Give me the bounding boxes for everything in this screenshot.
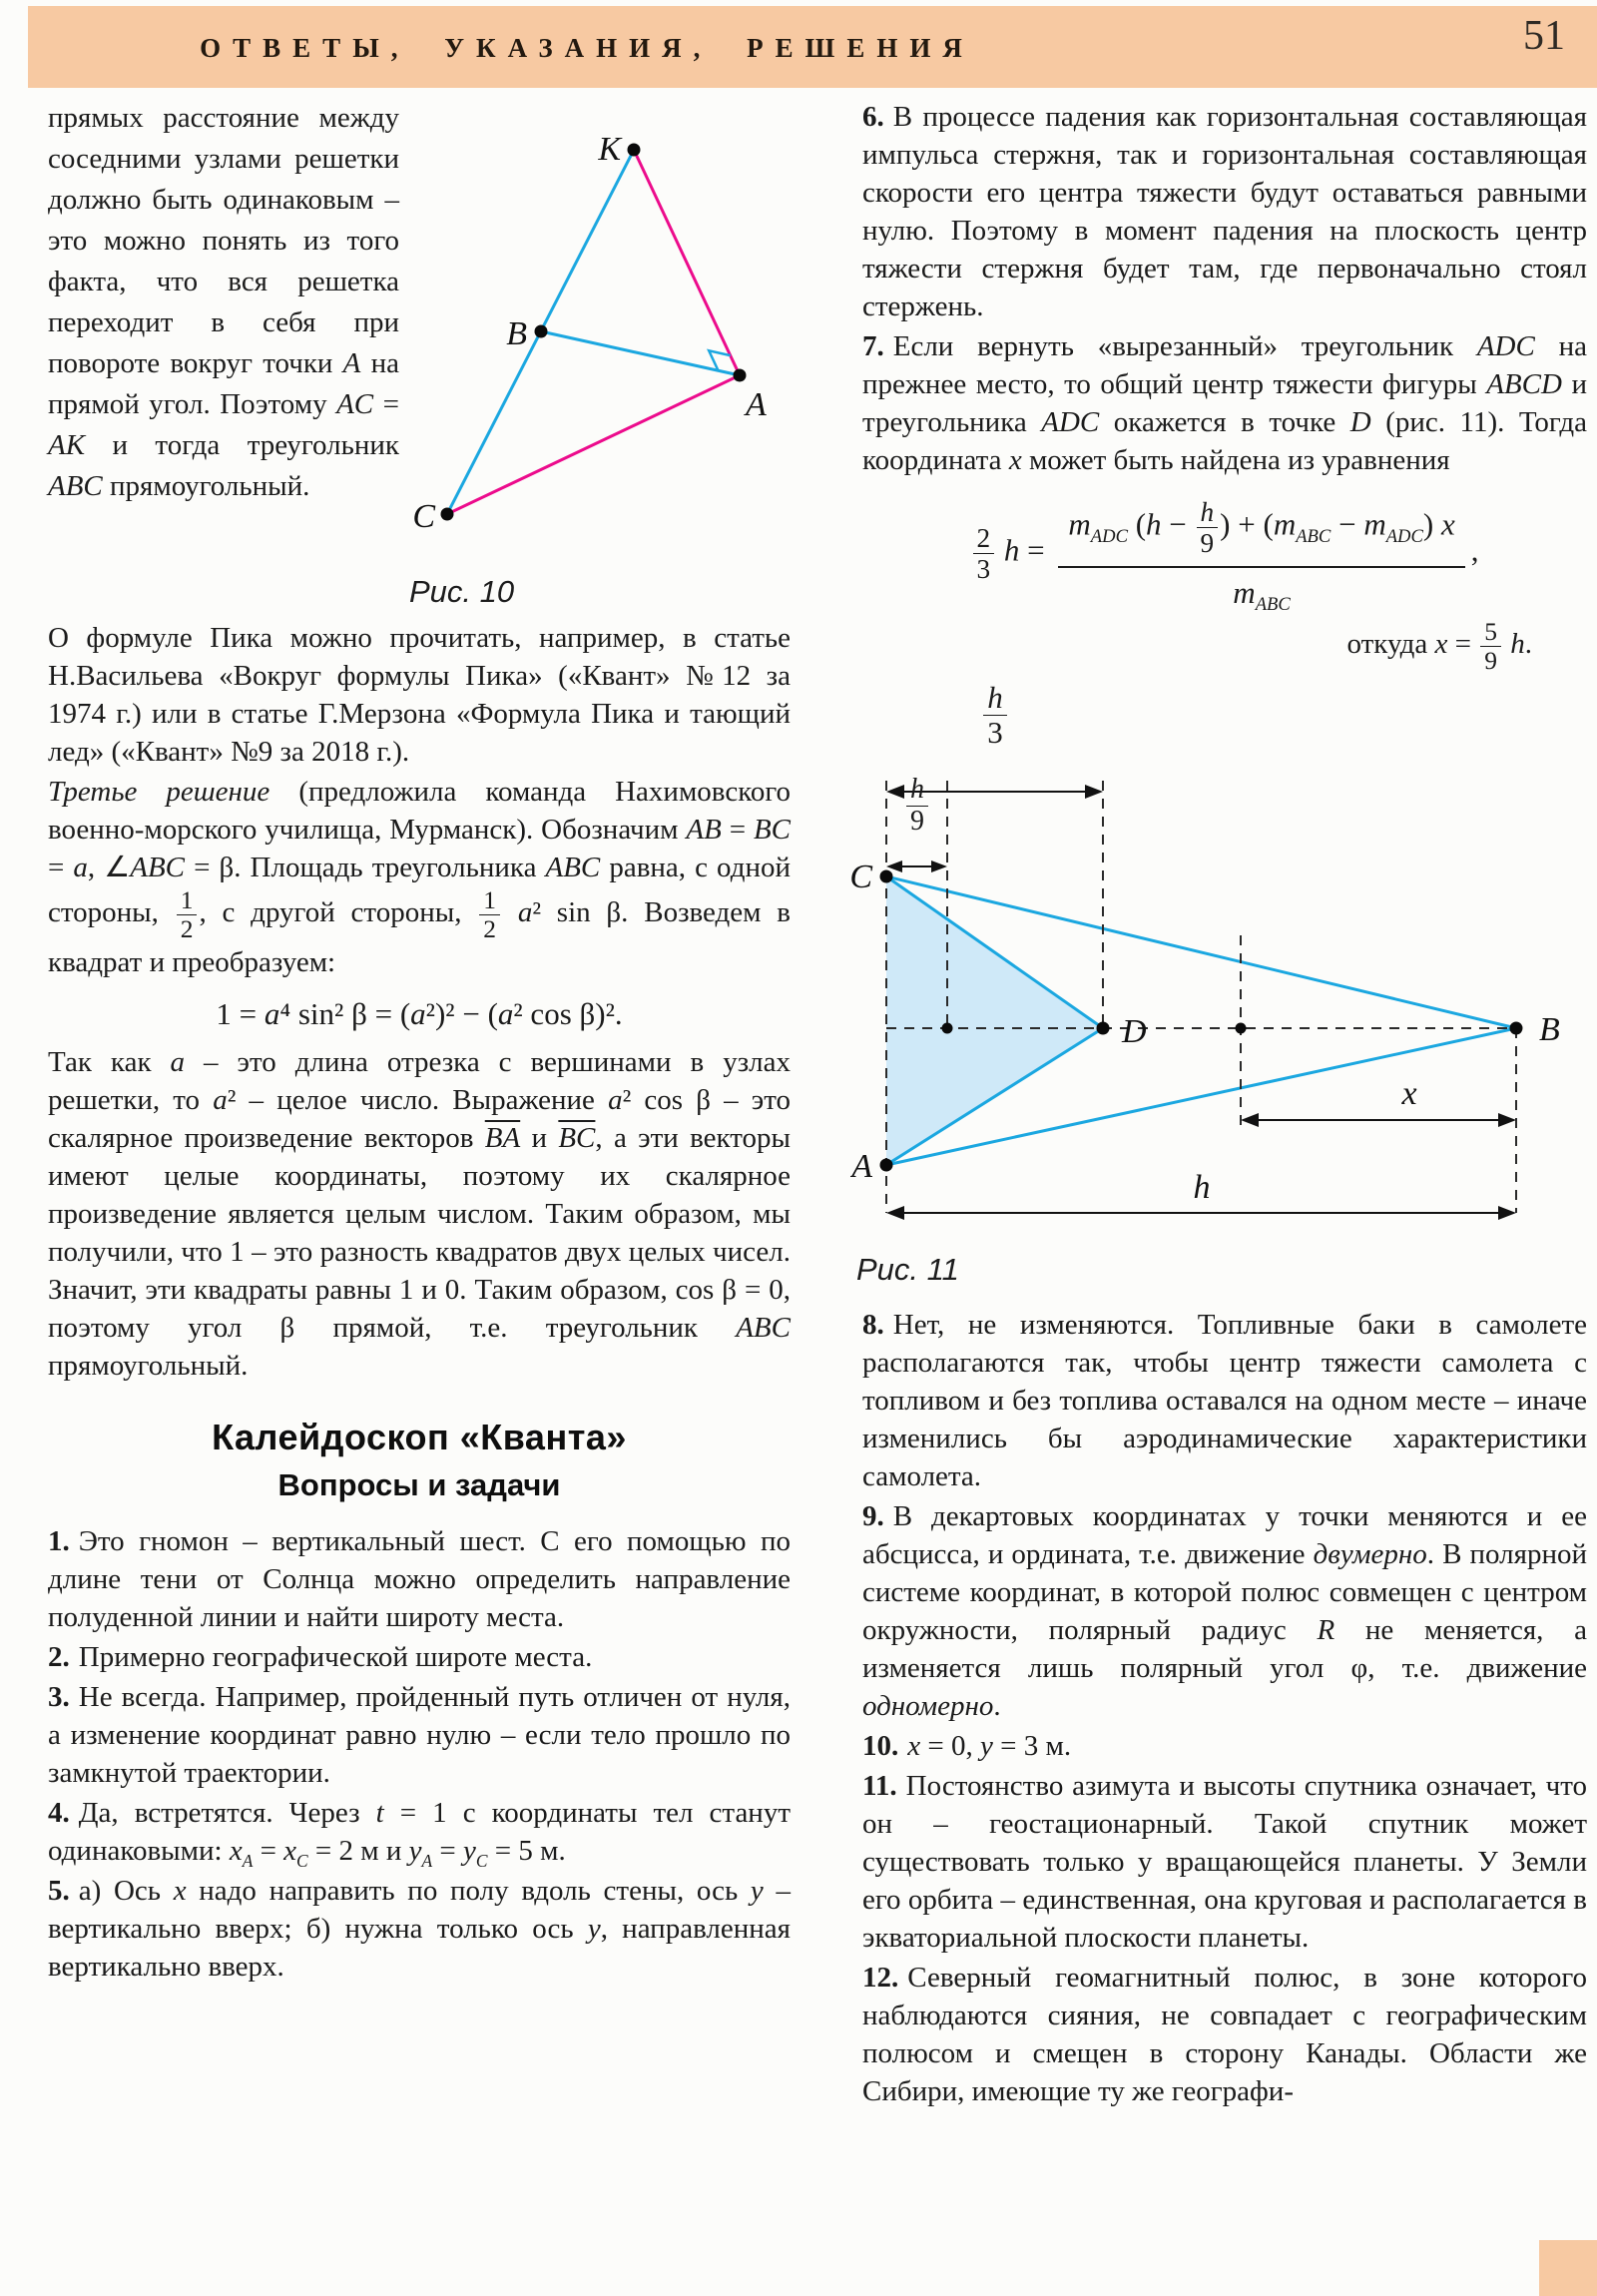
fig10-point-C	[441, 508, 454, 521]
fig11-point-C	[880, 870, 893, 883]
answer-item-1	[48, 1522, 791, 1636]
fig11-label-h: h	[1193, 1169, 1211, 1207]
item-text: В процессе падения как горизонтальная составляющая импульса стержня, так и горизонтальная составляющая скорости его центра тяжести будут оставаться равными нулю. Поэтому в момент падения на плоскость центр тяжести стержня будет там, где первоначально стоял стержень.	[862, 101, 1587, 322]
fig11-caption: Рис. 11	[856, 1252, 959, 1288]
item-text: Нет, не изменяются. Топливные баки в самолете располагаются так, чтобы центр тяжести самолета с топливом и без топлива оставался на одном месте – иначе изменились бы аэродинамические характеристики самолета.	[862, 1309, 1587, 1493]
right-column	[850, 98, 1587, 2112]
fig10-line-CA	[447, 375, 740, 514]
section-heading-kaleidoscope: Калейдоскоп «Кванта»	[212, 1417, 627, 1458]
answer-item-5	[48, 1872, 791, 1986]
item-text: Примерно географической широте места.	[78, 1641, 593, 1674]
answer-item-10	[862, 1727, 1587, 1765]
corner-decoration	[1539, 2240, 1597, 2296]
item-number: 9.	[862, 1500, 884, 1533]
fig10-point-A	[734, 369, 747, 382]
fig10-point-B	[535, 325, 548, 338]
answer-item-12	[862, 1959, 1587, 2110]
formula-centroid: $\frac{2}{3}$ h = $m_{ADC}$ (h − $\frac{h}{9}$ ) + $(m_{ABC} - m_{ADC})$ x $m_{ABC}$ ,	[862, 495, 1587, 612]
header-banner	[28, 6, 1597, 88]
item-number: 8.	[862, 1309, 884, 1342]
item-number: 10.	[862, 1730, 899, 1763]
answer-item-6	[862, 98, 1587, 325]
answer-item-11	[862, 1767, 1587, 1957]
item-text: Да, встретятся. Через t = 1 с координаты тел станут одинаковыми: $x_A = x_C = 2$ м и $y_A = y_C = 5$ м.	[48, 1797, 792, 1871]
subsection-heading-questions: Вопросы и задачи	[277, 1467, 561, 1503]
paragraph-third-solution: Третье решение (предложила команда Нахимовского военно-морского училища, Мурманск). Обозначим AB = BC = a, ∠ABC = β. Площадь треугольника ABC равна, с одной стороны, $\frac{1}{2}$ , с другой стороны, $\frac{1}{2}$ a² sin β. Возведем в квадрат и преобразуем:	[48, 776, 791, 979]
paragraph-lattice-conclusion: Так как a – это длина отрезка с вершинами в узлах решетки, то a² – целое число. Выражение a² cos β – это скалярное произведение векторов $\overline{BA}$ и $\overline{BC}$, а эти векторы имеют целые координаты, поэтому их скалярное произведение является целым числом. Таким образом, мы получили, что 1 – это разность квадратов двух целых чисел. Значит, эти квадраты равны 1 и 0. Таким образом, cos β = 0, поэтому угол β прямой, т.е. треугольник ABC прямоугольный.	[48, 1046, 791, 1383]
page-number: 51	[1523, 13, 1565, 59]
item-text: Северный геомагнитный полюс, в зоне которого наблюдаются сияния, не совпадает с географическим полюсом и смещен в сторону Канады. Области же Сибири, имеющие ту же географи-	[862, 1962, 1587, 2108]
fig10-label-C: C	[412, 498, 435, 535]
left-column	[48, 98, 791, 1988]
fig10-label-B: B	[506, 315, 527, 352]
fig10-label-K: K	[598, 131, 621, 168]
intro-wrap-block	[48, 98, 791, 619]
answer-item-2	[48, 1638, 791, 1676]
item-text: Если вернуть «вырезанный» треугольник ADC на прежнее место, то общий центр тяжести фигуры ABCD и треугольника ADC окажется в точке D (рис. 11). Тогда координата x может быть найдена из уравнения	[862, 330, 1587, 476]
fig11-label-x: x	[1401, 1075, 1417, 1113]
item-number: 12.	[862, 1962, 899, 1995]
fig11-label-C: C	[850, 859, 872, 896]
answer-item-3	[48, 1678, 791, 1792]
item-number: 5.	[48, 1875, 70, 1908]
paragraph-pika: О формуле Пика можно прочитать, например, в статье Н.Васильева «Вокруг формулы Пика» («Квант» №12 за 1974 г.) или в статье Г.Мерзона «Формула Пика и тающий лед» («Квант» №9 за 2018 г.).	[48, 622, 791, 768]
item-number: 3.	[48, 1681, 70, 1714]
fig11-point-D	[1097, 1022, 1110, 1035]
figure-11	[850, 681, 1589, 1292]
item-text: Постоянство азимута и высоты спутника означает, что он – геостационарный. Такой спутник может существовать только у вращающейся планеты. У Земли его орбита – единственная, она круговая и располагается в экваториальной плоскости планеты.	[862, 1770, 1587, 1955]
formula-area: 1 = a⁴ sin² β = (a²)² − (a² cos β)².	[216, 996, 623, 1032]
fig10-caption: Рис. 10	[409, 574, 515, 609]
fig11-dim-h9-label: $\frac{h}{9}$	[882, 775, 952, 838]
fig10-right-angle-mark	[709, 350, 731, 370]
answer-item-7	[862, 327, 1587, 479]
fig11-point-centroid-ADC	[942, 1023, 953, 1034]
fig11-dim-h3-label: $\frac{h}{3}$	[950, 681, 1040, 750]
item-number: 2.	[48, 1641, 70, 1674]
fig11-point-B	[1510, 1022, 1523, 1035]
figure-11-drawing	[850, 681, 1589, 1292]
item-text: В декартовых координатах у точки меняются и ее абсцисса, и ордината, т.е. движение двумерно. В полярной системе координат, в которой полюс совмещен с центром окружности, полярный радиус R не меняется, а изменяется лишь полярный угол φ, т.е. движение одномерно.	[862, 1500, 1587, 1723]
header-title: ОТВЕТЫ, УКАЗАНИЯ, РЕШЕНИЯ	[200, 33, 974, 63]
answer-item-8	[862, 1306, 1587, 1495]
fig11-label-B: B	[1539, 1011, 1560, 1049]
answer-item-9	[862, 1497, 1587, 1725]
fig11-label-D: D	[1122, 1013, 1147, 1051]
fig10-line-KA	[634, 150, 740, 375]
answer-item-4	[48, 1794, 791, 1870]
item-number: 11.	[862, 1770, 897, 1803]
fig10-label-A: A	[746, 386, 767, 423]
item-number: 6.	[862, 101, 884, 133]
fig11-point-A	[880, 1159, 893, 1172]
fig10-point-K	[628, 144, 641, 157]
formula-result-line: откуда x = $\frac{5}{9}$ h.	[1346, 617, 1532, 676]
item-text: Не всегда. Например, пройденный путь отличен от нуля, а изменение координат равно нулю – если тело прошло по замкнутой траектории.	[48, 1681, 791, 1790]
item-number: 7.	[862, 330, 884, 362]
item-text: x = 0, y = 3 м.	[907, 1730, 1072, 1763]
intro-paragraph: прямых расстояние между соседними узлами решетки должно быть одинаковым – это можно понять из того факта, что вся решетка переходит в себя при повороте вокруг точки A на прямой угол. Поэтому AC = AK и тогда треугольник ABC прямоугольный.	[48, 102, 399, 502]
figure-10	[399, 98, 808, 617]
item-text: Это гномон – вертикальный шест. С его помощью по длине тени от Солнца можно определить направление полуденной линии и найти широту места.	[48, 1525, 791, 1634]
item-number: 4.	[48, 1797, 70, 1830]
item-number: 1.	[48, 1525, 70, 1558]
fig11-point-centroid-mid	[1236, 1023, 1247, 1034]
figure-10-drawing	[399, 98, 808, 617]
fig11-label-A: A	[851, 1148, 872, 1186]
item-text: а) Ось x надо направить по полу вдоль стены, ось y – вертикально вверх; б) нужна только ось y, направленная вертикально вверх.	[48, 1875, 791, 1984]
